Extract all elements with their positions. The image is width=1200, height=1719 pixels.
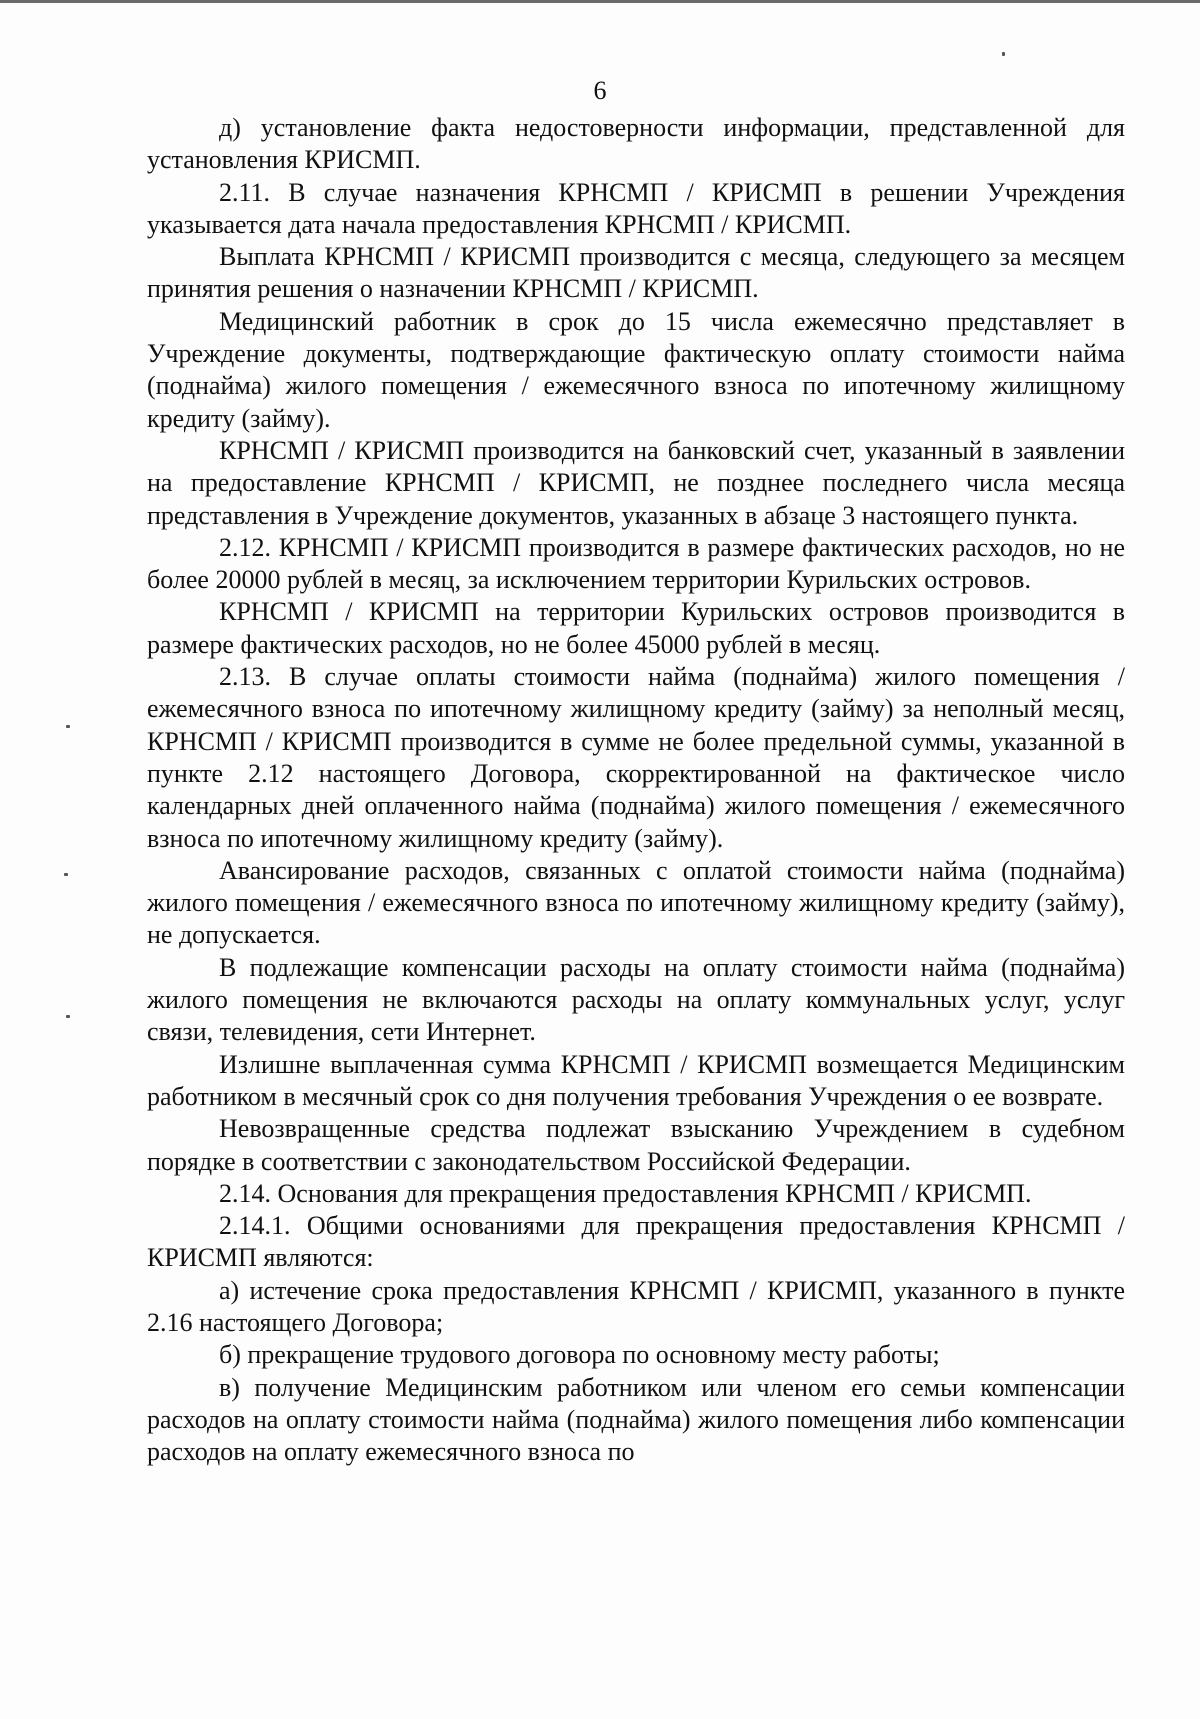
paragraph: 2.11. В случае назначения КРНСМП / КРИСМП в решении Учреждения указывается дата начала предоставления КРНСМП / КРИСМП. <box>147 177 1125 239</box>
paragraph: 2.13. В случае оплаты стоимости найма (поднайма) жилого помещения / ежемесячного взноса по ипотечному жилищному кредиту (займу) за неполный месяц, КРНСМП / КРИСМП производится в сумме не более предельной суммы, указанной в пункте 2.12 настоящего Договора, скорректированной на фактическое число календарных дней оплаченного найма (поднайма) жилого помещения / ежемесячного взноса по ипотечному жилищному кредиту (займу). <box>147 662 1125 853</box>
paragraph: КРНСМП / КРИСМП на территории Курильских островов производится в размере фактических расходов, но не более 45000 рублей в месяц. <box>147 597 1125 659</box>
scan-speck <box>66 1015 70 1018</box>
scan-edge <box>0 0 1200 3</box>
paragraph: Медицинский работник в срок до 15 числа ежемесячно представляет в Учреждение документы, подтверждающие фактическую оплату стоимости найма (поднайма) жилого помещения / ежемесячного взноса по ипотечному жилищному кредиту (займу). <box>147 306 1125 433</box>
paragraph: КРНСМП / КРИСМП производится на банковский счет, указанный в заявлении на предоставление КРНСМП / КРИСМП, не позднее последнего числа месяца представления в Учреждение документов, указанных в абзаце 3 настоящего пункта. <box>147 435 1125 530</box>
page-number: 6 <box>593 76 607 105</box>
document-body <box>147 112 1125 1468</box>
paragraph: 2.14. Основания для прекращения предоставления КРНСМП / КРИСМП. <box>219 1178 1032 1208</box>
paragraph: в) получение Медицинским работником или членом его семьи компенсации расходов на оплату стоимости найма (поднайма) жилого помещения либо компенсации расходов на оплату ежемесячного взноса по <box>147 1372 1125 1467</box>
paragraph: б) прекращение трудового договора по основному месту работы; <box>219 1340 940 1370</box>
paragraph: Невозвращенные средства подлежат взысканию Учреждением в судебном порядке в соответствии с законодательством Российской Федерации. <box>147 1114 1125 1176</box>
paragraph: 2.12. КРНСМП / КРИСМП производится в размере фактических расходов, но не более 20000 рублей в месяц, за исключением территории Курильских островов. <box>147 532 1125 595</box>
paragraph: В подлежащие компенсации расходы на оплату стоимости найма (поднайма) жилого помещения не включаются расходы на оплату коммунальных услуг, услуг связи, телевидения, сети Интернет. <box>147 952 1125 1047</box>
scan-speck <box>1002 52 1005 56</box>
paragraph: Авансирование расходов, связанных с оплатой стоимости найма (поднайма) жилого помещения / ежемесячного взноса по ипотечному жилищному кредиту (займу), не допускается. <box>147 855 1125 950</box>
paragraph: а) истечение срока предоставления КРНСМП / КРИСМП, указанного в пункте 2.16 настоящего Договора; <box>147 1275 1125 1337</box>
paragraph: Выплата КРНСМП / КРИСМП производится с месяца, следующего за месяцем принятия решения о назначении КРНСМП / КРИСМП. <box>147 242 1125 304</box>
paragraph: 2.14.1. Общими основаниями для прекращения предоставления КРНСМП / КРИСМП являются: <box>147 1211 1125 1273</box>
scan-speck <box>66 725 70 728</box>
paragraph: Излишне выплаченная сумма КРНСМП / КРИСМП возмещается Медицинским работником в месячный срок со дня получения требования Учреждения о ее возврате. <box>147 1049 1125 1111</box>
paragraph: д) установление факта недостоверности информации, представленной для установления КРИСМП. <box>147 113 1125 175</box>
scan-speck <box>64 873 68 876</box>
